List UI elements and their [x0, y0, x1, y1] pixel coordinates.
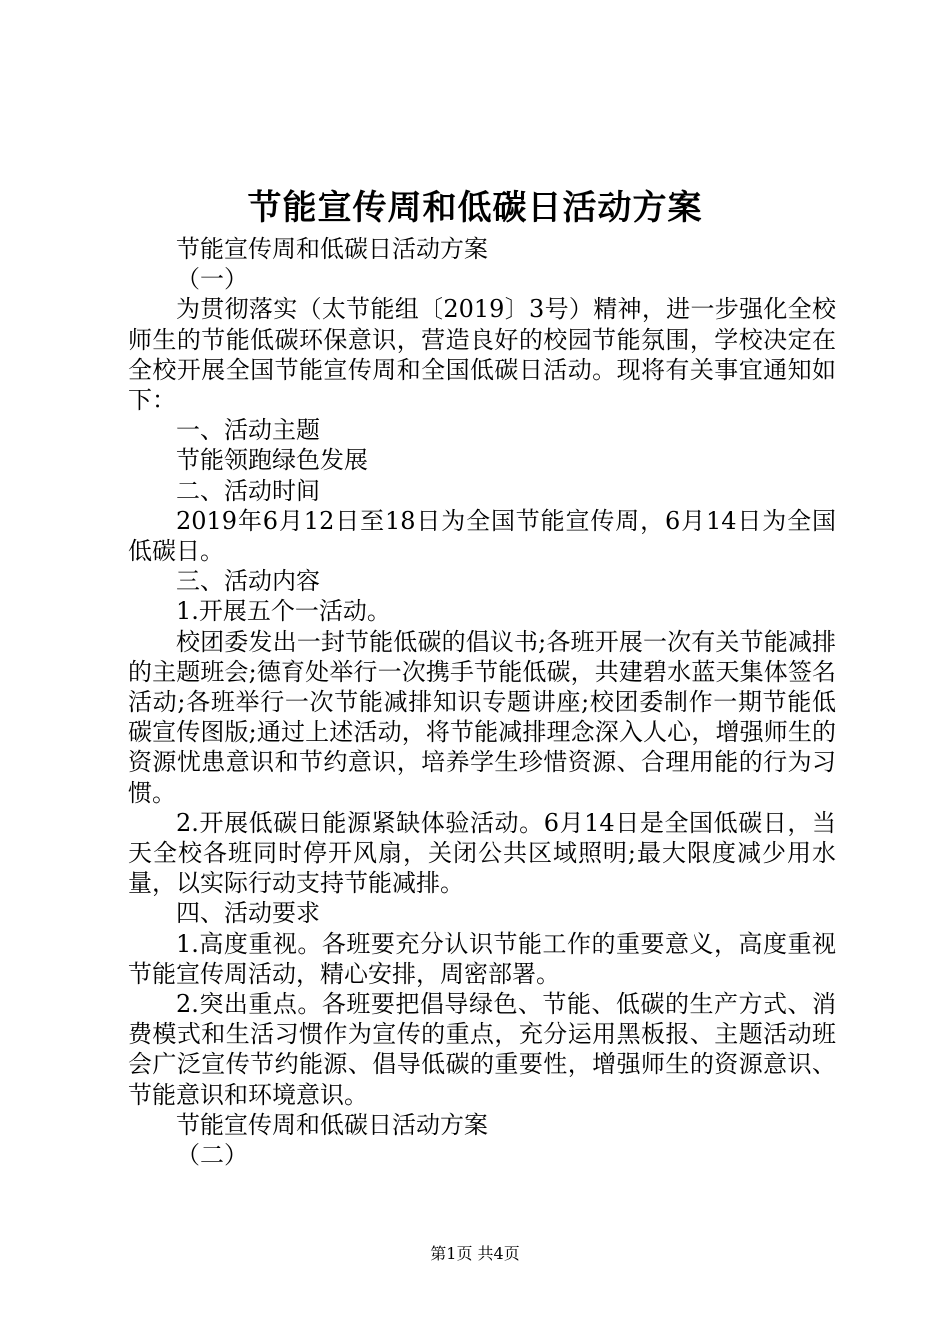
- intro-paragraph: 为贯彻落实（太节能组〔2019〕3号）精神，进一步强化全校师生的节能低碳环保意识，营造良好的校园节能氛围，学校决定在全校开展全国节能宣传周和全国低碳日活动。现将有关事宜通知如下：: [128, 295, 836, 415]
- content-item-1-text: 校团委发出一封节能低碳的倡议书;各班开展一次有关节能减排的主题班会;德育处举行一次携手节能低碳，共建碧水蓝天集体签名活动;各班举行一次节能减排知识专题讲座;校团委制作一期节能低碳宣传图版;通过上述活动，将节能减排理念深入人心，增强师生的资源忧患意识和节约意识，培养学生珍惜资源、合理用能的行为习惯。: [128, 627, 836, 807]
- heading-time: 二、活动时间: [176, 476, 320, 505]
- heading-content: 三、活动内容: [176, 567, 320, 596]
- document-title: 节能宣传周和低碳日活动方案: [247, 188, 703, 228]
- section-number-two: （二）: [176, 1141, 248, 1170]
- time-text: 2019年6月12日至18日为全国节能宣传周，6月14日为全国低碳日。: [128, 506, 836, 566]
- requirement-2-text: 2.突出重点。各班要把倡导绿色、节能、低碳的生产方式、消费模式和生活习惯作为宣传的重点，充分运用黑板报、主题活动班会广泛宣传节约能源、倡导低碳的重要性，增强师生的资源意识、节能意识和环境意识。: [128, 990, 836, 1109]
- heading-requirements: 四、活动要求: [176, 899, 320, 928]
- theme-text: 节能领跑绿色发展: [176, 446, 368, 475]
- content-item-2-text: 2.开展低碳日能源紧缺体验活动。6月14日是全国低碳日，当天全校各班同时停开风扇，关闭公共区域照明;最大限度减少用水量，以实际行动支持节能减排。: [128, 808, 836, 898]
- document-body: [128, 234, 836, 1170]
- content-item-1-heading: 1.开展五个一活动。: [176, 597, 391, 626]
- section-number-one: （一）: [176, 265, 248, 294]
- page-footer: 第1页 共4页: [430, 1244, 520, 1263]
- heading-theme: 一、活动主题: [176, 416, 320, 445]
- requirement-1-text: 1.高度重视。各班要充分认识节能工作的重要意义，高度重视节能宣传周活动，精心安排，周密部署。: [128, 929, 836, 988]
- subtitle-paragraph-2: 节能宣传周和低碳日活动方案: [176, 1110, 488, 1139]
- subtitle-paragraph: 节能宣传周和低碳日活动方案: [176, 235, 488, 263]
